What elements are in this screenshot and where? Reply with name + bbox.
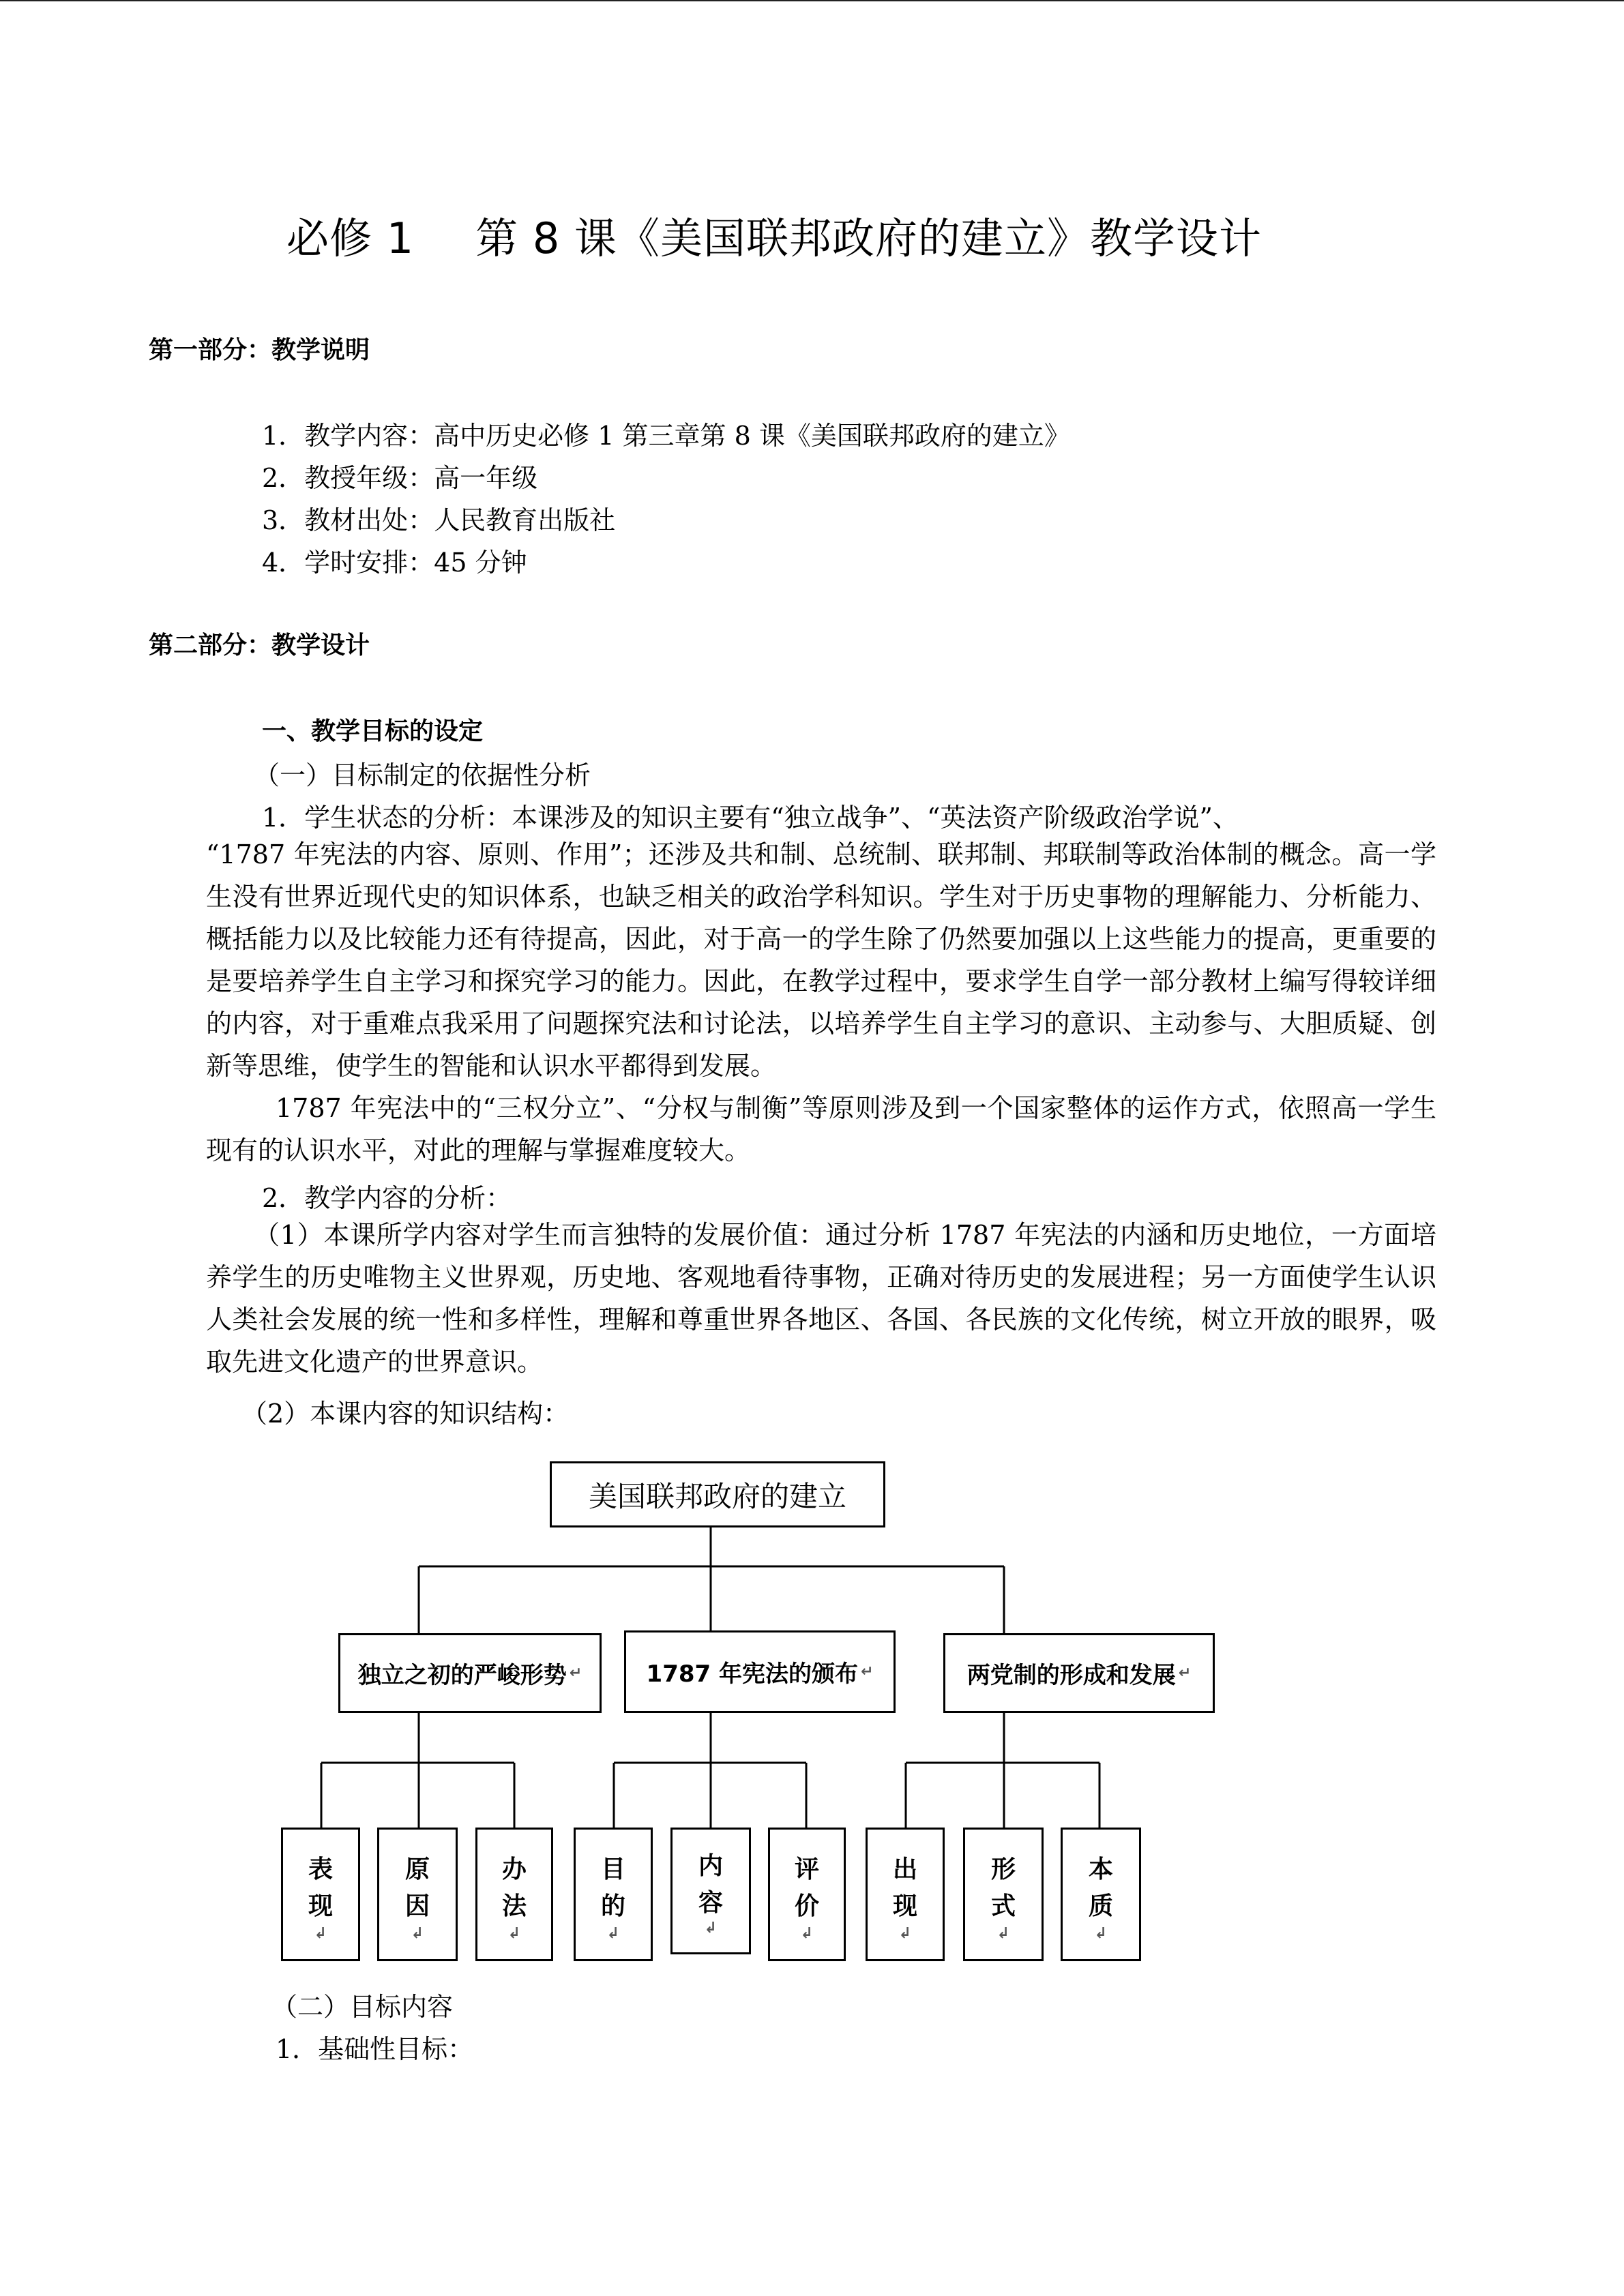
leaf-mark: ↲ bbox=[996, 1925, 1010, 1942]
part1-item-3: 3．教材出处：人民教育出版社 bbox=[262, 505, 616, 535]
leaf-char: 现 bbox=[308, 1892, 333, 1920]
paragraph-2: 1787 年宪法中的“三权分立”、“分权与制衡”等原则涉及到一个国家整体的运作方式，依照高一学生现有的认识水平，对此的理解与掌握难度较大。 bbox=[206, 1093, 1436, 1165]
leaf-char: 容 bbox=[698, 1889, 723, 1917]
paragraph-mark: ↵ bbox=[569, 1665, 582, 1682]
diagram-leaf-benzhi bbox=[1061, 1828, 1141, 1961]
part2-heading: 第二部分：教学设计 bbox=[149, 631, 370, 659]
leaf-char: 出 bbox=[892, 1855, 917, 1883]
leaf-mark: ↲ bbox=[314, 1925, 327, 1942]
title-main: 第 8 课《美国联邦政府的建立》教学设计 bbox=[475, 213, 1263, 263]
subsection-heading-2: （二）目标内容 bbox=[271, 1992, 454, 2022]
diagram-leaf-xingshi bbox=[963, 1828, 1044, 1961]
leaf-char: 法 bbox=[501, 1892, 527, 1920]
part1-item-4: 4．学时安排：45 分钟 bbox=[262, 548, 527, 578]
leaf-char: 价 bbox=[794, 1892, 819, 1920]
leaf-char: 因 bbox=[404, 1892, 430, 1920]
leaf-char: 式 bbox=[990, 1892, 1016, 1920]
diagram-leaf-biaoxian bbox=[281, 1828, 360, 1961]
diagram-branch-1-box bbox=[338, 1633, 602, 1713]
leaf-char: 办 bbox=[501, 1855, 527, 1883]
paragraph-4: （1）本课所学内容对学生而言独特的发展价值：通过分析 1787 年宪法的内涵和历史地位，一方面培养学生的历史唯物主义世界观，历史地、客观地看待事物，正确对待历史的发展进程；另一方面使学生认识人类社会发展的统一性和多样性，理解和尊重世界各地区、各国、各民族的文化传统，树立开放的眼界，吸取先进文化遗产的世界意识。 bbox=[206, 1220, 1436, 1377]
diagram-branch-1-label: 独立之初的严峻形势 bbox=[357, 1662, 567, 1689]
leaf-mark: ↲ bbox=[898, 1925, 912, 1942]
diagram-branch-2-label: 1787 年宪法的颁布 bbox=[646, 1660, 859, 1688]
leaf-char: 评 bbox=[794, 1855, 819, 1883]
paragraph-mark: ↵ bbox=[861, 1663, 874, 1680]
diagram-root-box: 美国联邦政府的建立 bbox=[550, 1461, 885, 1527]
goal-heading-1: 1．基础性目标： bbox=[276, 2034, 474, 2064]
leaf-mark: ↲ bbox=[507, 1925, 521, 1942]
leaf-mark: ↲ bbox=[800, 1925, 814, 1942]
section-heading: 一、教学目标的设定 bbox=[262, 717, 484, 745]
paragraph-5: （2）本课内容的知识结构： bbox=[241, 1399, 570, 1429]
paragraph-1-first-line: 1．学生状态的分析：本课涉及的知识主要有“独立战争”、“英法资产阶级政治学说”、 bbox=[262, 803, 1239, 833]
part1-item-1: 1．教学内容：高中历史必修 1 第三章第 8 课《美国联邦政府的建立》 bbox=[262, 421, 1070, 451]
leaf-char: 内 bbox=[698, 1852, 723, 1880]
title-prefix: 必修 1 bbox=[286, 213, 415, 263]
leaf-mark: ↲ bbox=[704, 1920, 718, 1937]
leaf-mark: ↲ bbox=[1094, 1925, 1108, 1942]
leaf-char: 目 bbox=[600, 1855, 625, 1883]
leaf-mark: ↲ bbox=[606, 1925, 620, 1942]
leaf-char: 原 bbox=[404, 1855, 430, 1883]
leaf-char: 的 bbox=[600, 1892, 625, 1920]
paragraph-mark: ↵ bbox=[1178, 1665, 1192, 1682]
subsection-heading-1: （一）目标制定的依据性分析 bbox=[254, 760, 591, 790]
paragraph-1: “1787 年宪法的内容、原则、作用”；还涉及共和制、总统制、联邦制、邦联制等政治体制的概念。高一学生没有世界近现代史的知识体系，也缺乏相关的政治学科知识。学生对于历史事物的理解能力、分析能力、概括能力以及比较能力还有待提高，因此，对于高一的学生除了仍然要加强以上这些能力的提高，更重要的是要培养学生自主学习和探究学习的能力。因此，在教学过程中，要求学生自学一部分教材上编写得较详细的内容，对于重难点我采用了问题探究法和讨论法，以培养学生自主学习的意识、主动参与、大胆质疑、创新等思维，使学生的智能和认识水平都得到发展。 bbox=[206, 839, 1436, 1081]
diagram-branch-3-label: 两党制的形成和发展 bbox=[966, 1662, 1176, 1689]
diagram-branch-2-box bbox=[624, 1630, 896, 1713]
leaf-char: 质 bbox=[1088, 1892, 1113, 1920]
part1-heading: 第一部分：教学说明 bbox=[149, 336, 370, 364]
part1-item-2: 2．教授年级：高一年级 bbox=[262, 463, 538, 493]
leaf-char: 本 bbox=[1088, 1855, 1113, 1883]
diagram-leaf-chuxian bbox=[866, 1828, 945, 1961]
leaf-mark: ↲ bbox=[411, 1925, 424, 1942]
paragraph-3: 2．教学内容的分析： bbox=[262, 1183, 512, 1213]
leaf-char: 现 bbox=[892, 1892, 917, 1920]
diagram-leaf-pingjia bbox=[768, 1828, 846, 1961]
diagram-leaf-banfa bbox=[475, 1828, 553, 1961]
diagram-leaf-yuanyin bbox=[377, 1828, 458, 1961]
leaf-char: 表 bbox=[308, 1855, 333, 1883]
diagram-branch-3-box bbox=[943, 1633, 1215, 1713]
leaf-char: 形 bbox=[990, 1855, 1016, 1883]
diagram-leaf-mudi bbox=[574, 1828, 653, 1961]
diagram-leaf-neirong bbox=[670, 1828, 751, 1954]
